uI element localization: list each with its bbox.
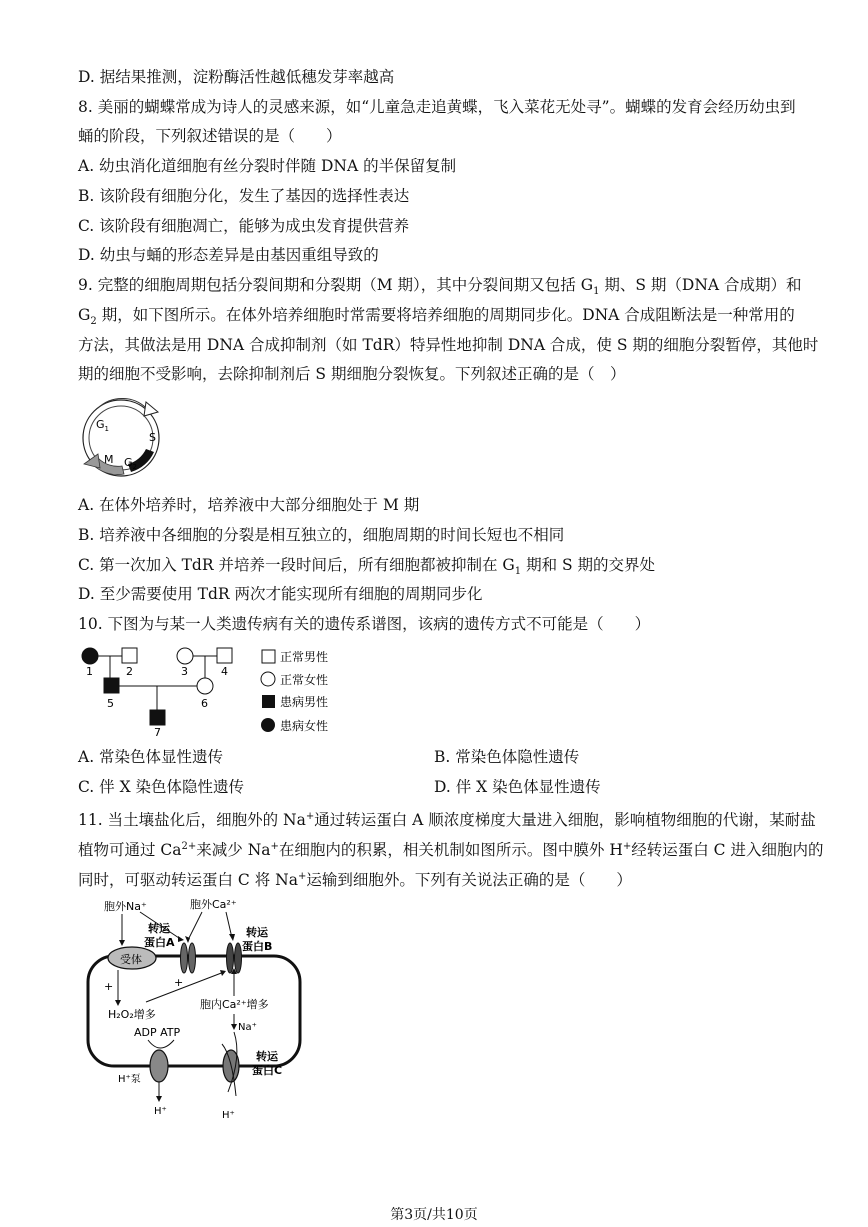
q9-stem-line2: $G_2$ 期，如下图所示。在体外培养细胞时常需要将培养细胞的周期同步化。DNA 合成阻断法是一种常用的	[78, 306, 795, 328]
g2-label: $G_2$	[124, 456, 137, 471]
legend-normal-female: 正常女性	[280, 673, 329, 687]
salt-tolerance-cell-diagram	[82, 896, 312, 1126]
q9-option-d: D. 至少需要使用 TdR 两次才能实现所有细胞的周期同步化	[78, 585, 483, 603]
adp-atp-label: ADP ATP	[134, 1026, 181, 1039]
q10-option-a: A. 常染色体显性遗传	[78, 748, 224, 766]
q10-stem: 10. 下图为与某一人类遗传病有关的遗传系谱图，该病的遗传方式不可能是（ ）	[78, 615, 651, 633]
pedigree-number-5: 5	[107, 697, 114, 710]
pedigree-number-7: 7	[154, 726, 161, 736]
h2o2-label: H₂O₂增多	[108, 1008, 156, 1021]
g1-label: $G_1$	[96, 418, 109, 433]
q9-option-b: B. 培养液中各细胞的分裂是相互独立的，细胞周期的时间长短也不相同	[78, 526, 565, 544]
h-ion-bottom-1: H⁺	[154, 1106, 167, 1117]
q8-option-a: A. 幼虫消化道细胞有丝分裂时伴随 DNA 的半保留复制	[78, 157, 457, 175]
q8-option-b: B. 该阶段有细胞分化，发生了基因的选择性表达	[78, 187, 410, 205]
m-label: M	[104, 453, 114, 466]
pedigree-number-6: 6	[201, 697, 208, 710]
q9-option-a: A. 在体外培养时，培养液中大部分细胞处于 M 期	[78, 496, 420, 514]
pedigree-number-4: 4	[221, 665, 228, 678]
legend-normal-male: 正常男性	[280, 650, 329, 664]
legend-affected-male: 患病男性	[280, 695, 329, 709]
q9-stem-line1: 9. 完整的细胞周期包括分裂间期和分裂期（M 期），其中分裂间期又包括 $G_1$ 期、S 期（DNA 合成期）和	[78, 276, 802, 298]
plus-sign-2: +	[174, 976, 184, 989]
q8-option-c: C. 该阶段有细胞凋亡，能够为成虫发育提供营养	[78, 217, 410, 235]
q8-option-d: D. 幼虫与蛹的形态差异是由基因重组导致的	[78, 246, 379, 264]
q10-option-c: C. 伴 X 染色体隐性遗传	[78, 778, 245, 796]
page-footer: 第3页/共10页	[390, 1207, 478, 1223]
q7-option-d: D. 据结果推测，淀粉酶活性越低穗发芽率越高	[78, 68, 395, 86]
plus-sign-1: +	[104, 980, 114, 993]
pedigree-chart	[78, 644, 348, 736]
h-pump-label: H⁺泵	[118, 1074, 141, 1085]
pedigree-number-1: 1	[86, 665, 93, 678]
pedigree-number-2: 2	[126, 665, 133, 678]
intracellular-ca-label: 胞内Ca²⁺增多	[200, 998, 269, 1011]
q10-option-d: D. 伴 X 染色体显性遗传	[434, 778, 601, 796]
s-label: S	[149, 431, 156, 444]
protein-b-label-2: 蛋白B	[242, 940, 273, 953]
protein-a-label-1: 转运	[148, 922, 170, 935]
protein-c-label-2: 蛋白C	[252, 1064, 283, 1077]
legend-affected-female: 患病女性	[280, 719, 329, 733]
q9-stem-line3: 方法，其做法是用 DNA 合成抑制剂（如 TdR）特异性地抑制 DNA 合成，使 S 期的细胞分裂暂停，其他时	[78, 336, 819, 354]
protein-c-label-1: 转运	[256, 1050, 278, 1063]
protein-a-label-2: 蛋白A	[144, 936, 175, 949]
receptor-label: 受体	[120, 953, 142, 966]
q9-option-c: C. 第一次加入 TdR 并培养一段时间后，所有细胞都被抑制在 $G_1$ 期和 S 期的交界处	[78, 556, 656, 578]
intracellular-na-label: Na⁺	[238, 1022, 257, 1033]
q8-stem-line1: 8. 美丽的蝴蝶常成为诗人的灵感来源，如“儿童急走追黄蝶，飞入菜花无处寻”。蝴蝶的发育会经历幼虫到	[78, 98, 796, 116]
pedigree-number-3: 3	[181, 665, 188, 678]
cell-cycle-diagram	[76, 394, 176, 486]
q10-option-b: B. 常染色体隐性遗传	[434, 748, 580, 766]
q11-stem-line1: 11. 当土壤盐化后，细胞外的 Na+通过转运蛋白 A 顺浓度梯度大量进入细胞，影响植物细胞的代谢，某耐盐	[78, 811, 816, 830]
q8-stem-line2: 蛹的阶段，下列叙述错误的是（ ）	[78, 127, 342, 145]
q9-stem-line4: 期的细胞不受影响，去除抑制剂后 S 期细胞分裂恢复。下列叙述正确的是（ ）	[78, 365, 626, 383]
extracellular-na-label: 胞外Na⁺	[104, 900, 147, 913]
q11-stem-line2: 植物可通过 $Ca^{2+}$来减少 Na+在细胞内的积累，相关机制如图所示。图中膜外 H+经转运蛋白 C 进入细胞内的	[78, 841, 824, 860]
q11-stem-line3: 同时，可驱动转运蛋白 C 将 Na+运输到细胞外。下列有关说法正确的是（ ）	[78, 871, 632, 890]
extracellular-ca-label: 胞外Ca²⁺	[190, 898, 237, 911]
protein-b-label-1: 转运	[246, 926, 268, 939]
h-ion-bottom-2: H⁺	[222, 1110, 235, 1121]
